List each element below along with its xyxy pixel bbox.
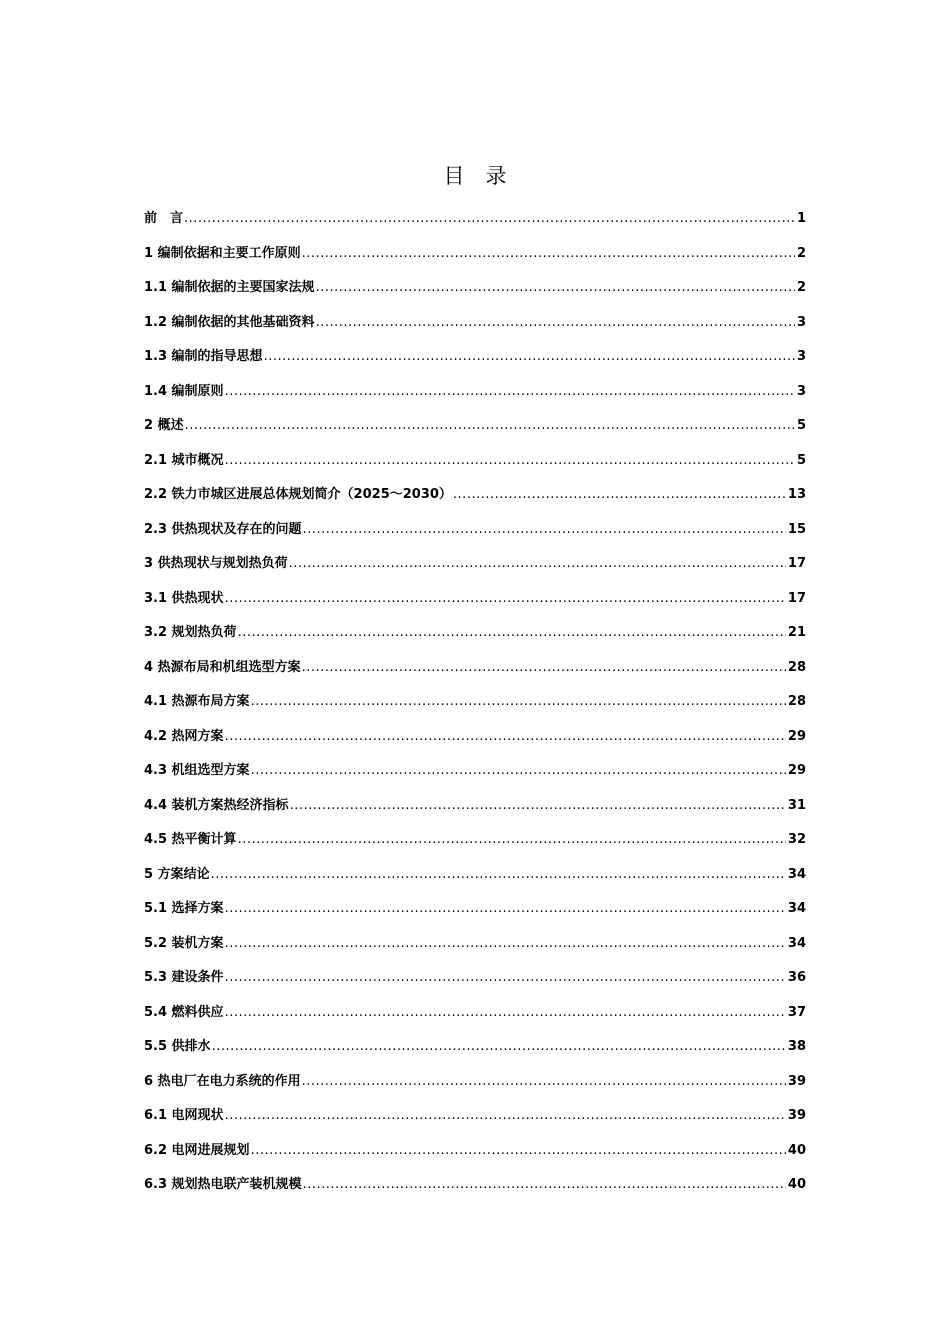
toc-dot-leader	[238, 827, 786, 853]
toc-entry-label: 2 概述	[144, 418, 184, 433]
toc-entry-label: 5.1 选择方案	[144, 901, 224, 916]
toc-entry[interactable]	[144, 1103, 806, 1138]
toc-entry-label: 4.2 热网方案	[144, 728, 224, 744]
toc-title: 目 录	[443, 164, 507, 189]
toc-entry-page-number: 2	[796, 245, 806, 261]
toc-dot-leader	[302, 655, 786, 681]
toc-dot-leader	[302, 241, 795, 267]
toc-entry-label: 2.2 铁力市城区进展总体规划简介（2025～2030）	[144, 487, 452, 502]
toc-entry-label: 前 言	[144, 211, 184, 226]
toc-entry-label: 1.2 编制依据的其他基础资料	[144, 314, 315, 330]
toc-entry-page-number: 1	[796, 211, 806, 226]
toc-entry-page-number: 34	[787, 901, 806, 916]
toc-dot-leader	[225, 724, 786, 750]
toc-dot-leader	[302, 1069, 786, 1095]
toc-entry[interactable]	[144, 517, 806, 552]
toc-entry[interactable]	[144, 551, 806, 586]
toc-entry[interactable]	[144, 413, 806, 448]
toc-entry-label: 1 编制依据和主要工作原则	[144, 245, 301, 261]
toc-entry[interactable]	[144, 689, 806, 724]
toc-entry[interactable]	[144, 275, 806, 310]
toc-entry-label: 6.2 电网进展规划	[144, 1142, 250, 1158]
toc-entry-label: 1.3 编制的指导思想	[144, 349, 263, 364]
toc-entry[interactable]	[144, 344, 806, 379]
toc-entry[interactable]	[144, 206, 806, 241]
toc-entry-label: 4.1 热源布局方案	[144, 694, 250, 709]
toc-dot-leader	[225, 896, 786, 922]
toc-dot-leader	[238, 620, 786, 646]
toc-dot-leader	[251, 1138, 786, 1164]
toc-entry[interactable]	[144, 241, 806, 276]
toc-dot-leader	[303, 517, 786, 543]
toc-dot-leader	[184, 206, 795, 232]
toc-entry[interactable]	[144, 1138, 806, 1173]
toc-entry-label: 2.3 供热现状及存在的问题	[144, 521, 302, 537]
toc-entry-page-number: 3	[796, 314, 806, 330]
toc-entry[interactable]	[144, 793, 806, 828]
toc-dot-leader	[453, 482, 786, 508]
toc-entry-page-number: 3	[796, 349, 806, 364]
toc-dot-leader	[225, 1103, 786, 1129]
toc-entry-label: 4.3 机组选型方案	[144, 763, 250, 778]
toc-entry-page-number: 5	[796, 452, 806, 468]
toc-entry-page-number: 29	[787, 728, 806, 744]
toc-dot-leader	[225, 379, 795, 405]
toc-entry-page-number: 40	[787, 1142, 806, 1158]
toc-dot-leader	[211, 862, 786, 888]
toc-entry[interactable]	[144, 724, 806, 759]
toc-entry[interactable]	[144, 931, 806, 966]
toc-dot-leader	[251, 689, 786, 715]
toc-entry-label: 3.1 供热现状	[144, 590, 224, 606]
toc-entry-label: 5.4 燃料供应	[144, 1004, 224, 1020]
toc-entry-page-number: 3	[796, 383, 806, 399]
toc-dot-leader	[225, 586, 786, 612]
toc-entry-label: 6 热电厂在电力系统的作用	[144, 1073, 301, 1089]
toc-entry-label: 3 供热现状与规划热负荷	[144, 556, 288, 571]
toc-entry-page-number: 36	[787, 970, 806, 985]
toc-entry-page-number: 38	[787, 1039, 806, 1054]
toc-dot-leader	[316, 275, 795, 301]
toc-entry-label: 5.5 供排水	[144, 1039, 211, 1054]
toc-entry-label: 1.4 编制原则	[144, 383, 224, 399]
toc-dot-leader	[316, 310, 795, 336]
toc-list	[144, 206, 806, 1207]
toc-entry-page-number: 17	[787, 590, 806, 606]
toc-dot-leader	[185, 413, 795, 439]
toc-entry[interactable]	[144, 1000, 806, 1035]
toc-entry-label: 6.3 规划热电联产装机规模	[144, 1177, 302, 1192]
toc-entry-label: 3.2 规划热负荷	[144, 625, 237, 640]
toc-entry[interactable]	[144, 620, 806, 655]
toc-dot-leader	[225, 448, 795, 474]
toc-entry-page-number: 28	[787, 659, 806, 675]
toc-entry-label: 5 方案结论	[144, 866, 210, 882]
toc-dot-leader	[264, 344, 795, 370]
toc-dot-leader	[303, 1172, 786, 1198]
toc-entry-page-number: 39	[787, 1108, 806, 1123]
toc-entry-label: 4 热源布局和机组选型方案	[144, 659, 301, 675]
toc-entry[interactable]	[144, 1034, 806, 1069]
toc-entry-page-number: 15	[787, 521, 806, 537]
toc-entry[interactable]	[144, 586, 806, 621]
toc-entry[interactable]	[144, 655, 806, 690]
toc-entry-page-number: 34	[787, 935, 806, 951]
toc-entry-page-number: 31	[787, 797, 806, 813]
toc-entry[interactable]	[144, 1172, 806, 1207]
toc-entry-page-number: 32	[787, 832, 806, 847]
toc-entry-page-number: 34	[787, 866, 806, 882]
toc-dot-leader	[212, 1034, 786, 1060]
toc-entry[interactable]	[144, 862, 806, 897]
toc-entry-page-number: 39	[787, 1073, 806, 1089]
toc-entry-page-number: 5	[796, 418, 806, 433]
toc-entry-label: 2.1 城市概况	[144, 452, 224, 468]
toc-dot-leader	[290, 793, 786, 819]
toc-entry-label: 4.4 装机方案热经济指标	[144, 797, 289, 813]
toc-entry-page-number: 17	[787, 556, 806, 571]
toc-entry-label: 1.1 编制依据的主要国家法规	[144, 280, 315, 295]
toc-entry-page-number: 40	[787, 1177, 806, 1192]
toc-entry-page-number: 21	[787, 625, 806, 640]
toc-entry[interactable]	[144, 965, 806, 1000]
toc-entry[interactable]	[144, 379, 806, 414]
toc-dot-leader	[225, 965, 786, 991]
toc-dot-leader	[251, 758, 786, 784]
toc-dot-leader	[225, 931, 786, 957]
toc-entry[interactable]	[144, 1069, 806, 1104]
toc-entry-page-number: 28	[787, 694, 806, 709]
toc-entry-label: 5.3 建设条件	[144, 970, 224, 985]
toc-dot-leader	[225, 1000, 786, 1026]
toc-entry[interactable]	[144, 758, 806, 793]
toc-entry-label: 5.2 装机方案	[144, 935, 224, 951]
toc-entry[interactable]	[144, 896, 806, 931]
toc-entry-page-number: 29	[787, 763, 806, 778]
toc-entry-page-number: 37	[787, 1004, 806, 1020]
toc-entry-page-number: 13	[787, 487, 806, 502]
toc-entry-label: 4.5 热平衡计算	[144, 832, 237, 847]
toc-entry[interactable]	[144, 827, 806, 862]
toc-dot-leader	[289, 551, 786, 577]
toc-entry[interactable]	[144, 482, 806, 517]
toc-entry[interactable]	[144, 310, 806, 345]
toc-entry-label: 6.1 电网现状	[144, 1108, 224, 1123]
toc-entry[interactable]	[144, 448, 806, 483]
toc-entry-page-number: 2	[796, 280, 806, 295]
